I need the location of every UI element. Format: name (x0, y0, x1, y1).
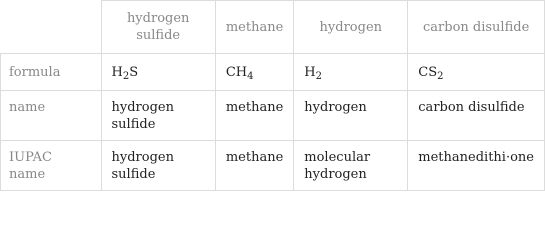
name-cell: hydrogen (294, 91, 408, 141)
iupac-name-row (1, 141, 545, 191)
name-cell: hydrogen sulfide (101, 91, 215, 141)
formula-cell (215, 54, 293, 91)
formula-subscript: 2 (122, 70, 130, 82)
iupac-name-cell: methanedithi·one (408, 141, 545, 191)
formula-subscript: 4 (247, 70, 254, 82)
row-label: formula (1, 54, 102, 91)
header-row (1, 1, 545, 54)
corner-cell (1, 1, 102, 54)
iupac-name-cell: methane (215, 141, 293, 191)
formula-base: CH (225, 64, 248, 80)
column-header: methane (215, 1, 293, 54)
iupac-name-cell: hydrogen sulfide (101, 141, 215, 191)
row-label: name (1, 91, 102, 141)
name-cell: methane (215, 91, 293, 141)
name-row (1, 91, 545, 141)
formula-base: CS (418, 64, 438, 80)
formula-base: H (111, 64, 123, 80)
formula-base: H (304, 64, 316, 80)
row-label: IUPAC name (1, 141, 102, 191)
formula-cell (101, 54, 215, 91)
formula-cell (294, 54, 408, 91)
formula-cell (408, 54, 545, 91)
formula-subscript: 2 (437, 70, 444, 82)
column-header: carbon disulfide (408, 1, 545, 54)
formula-subscript: 2 (315, 70, 322, 82)
formula-row (1, 54, 545, 91)
column-header: hydrogen (294, 1, 408, 54)
name-cell: carbon disulfide (408, 91, 545, 141)
column-header: hydrogen sulfide (101, 1, 215, 54)
formula-rest: S (129, 64, 139, 80)
iupac-name-cell: molecular hydrogen (294, 141, 408, 191)
